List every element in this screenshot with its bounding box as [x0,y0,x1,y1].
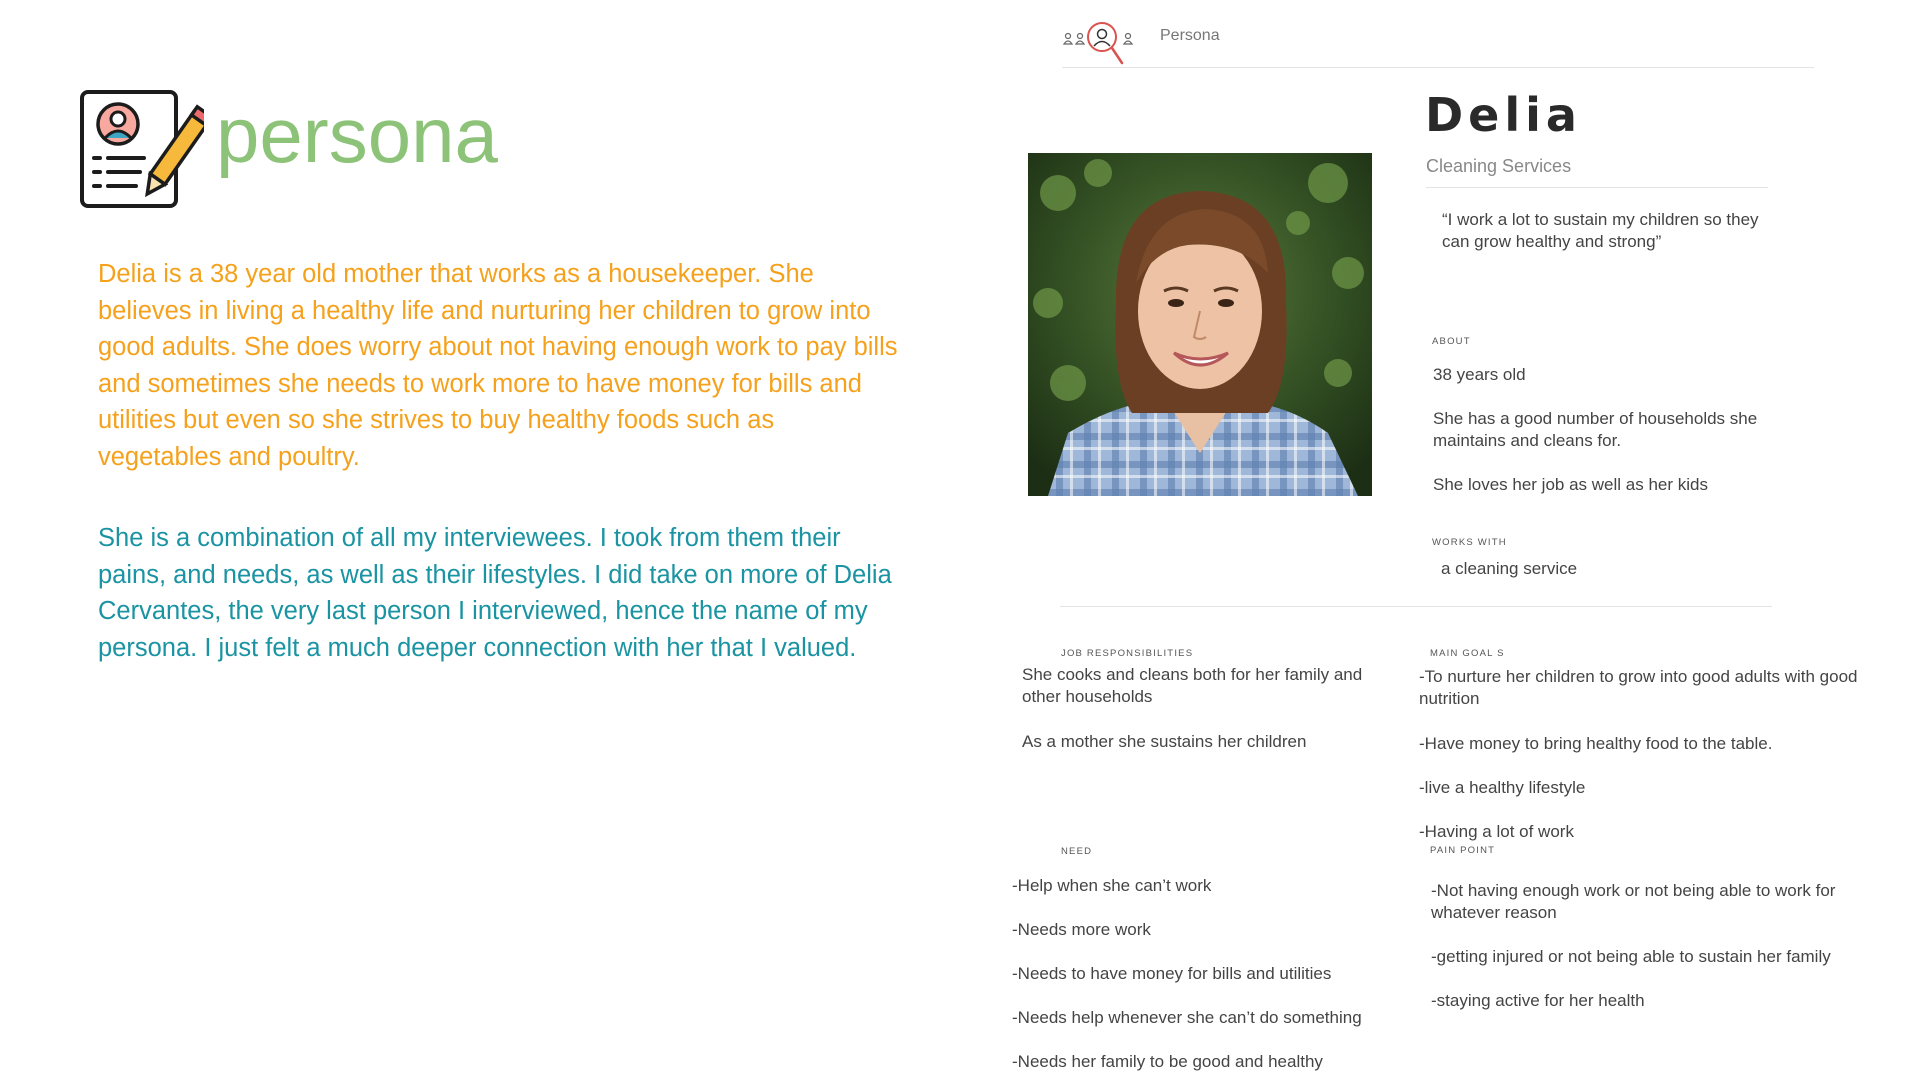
pain-item: -staying active for her health [1431,991,1645,1010]
resume-document-pencil-icon [78,88,204,214]
need-item: -Needs help whenever she can’t do something [1012,1008,1362,1027]
pain-item: -Not having enough work or not being able to work for whatever reason [1431,881,1836,922]
works-with-label: WORKS WITH [1432,537,1507,548]
card-header-label: Persona [1160,27,1220,44]
name-divider [1426,187,1768,188]
goal-item: -live a healthy lifestyle [1419,778,1586,797]
need-label: NEED [1061,846,1093,857]
header-divider [1062,67,1814,68]
need-item: -Help when she can’t work [1012,876,1212,895]
need-item: -Needs more work [1012,920,1151,939]
persona-photo [1028,153,1372,496]
pain-point-label: PAIN POINT [1430,845,1496,856]
job-item: She cooks and cleans both for her family and other households [1022,665,1363,706]
need-item: -Needs to have money for bills and utilities [1012,964,1332,983]
works-with-value: a cleaning service [1441,559,1578,578]
goal-item: -Have money to bring healthy food to the table. [1419,734,1773,753]
about-item: 38 years old [1433,365,1526,384]
goal-item: -Having a lot of work [1419,822,1574,841]
need-item: -Needs her family to be good and healthy [1012,1052,1323,1071]
main-goals-label: MAIN GOAL S [1430,648,1505,659]
persona-role: Cleaning Services [1426,156,1572,176]
goal-item: -To nurture her children to grow into good adults with good nutrition [1419,667,1858,708]
persona-quote: “I work a lot to sustain my children so they can grow healthy and strong” [1442,210,1759,251]
section-divider [1060,606,1772,607]
about-label: ABOUT [1432,336,1471,347]
persona-origin-paragraph: She is a combination of all my interviewees. I took from them their pains, and needs, as well as their lifestyles. I did take on more of Delia Cervantes, the very last person I interviewed, hence the name of my persona. I just felt a much deeper connection with her that I valued. [98,524,892,662]
persona-summary-paragraph: Delia is a 38 year old mother that works as a housekeeper. She believes in living a healthy life and nurturing her children to grow into good adults. She does worry about not having enough work to pay bills and sometimes she needs to work more to have money for bills and utilities but even so she strives to buy healthy foods such as vegetables and poultry. [98,260,898,471]
about-item: She has a good number of households she maintains and cleans for. [1433,409,1758,450]
people-magnifier-icon [1060,18,1140,82]
persona-name: Delia [1425,88,1582,142]
page-title: persona [216,91,498,179]
pain-item: -getting injured or not being able to sustain her family [1431,947,1831,966]
about-item: She loves her job as well as her kids [1433,475,1708,494]
job-item: As a mother she sustains her children [1022,732,1307,751]
job-responsibilities-label: JOB RESPONSIBILITIES [1061,648,1194,659]
